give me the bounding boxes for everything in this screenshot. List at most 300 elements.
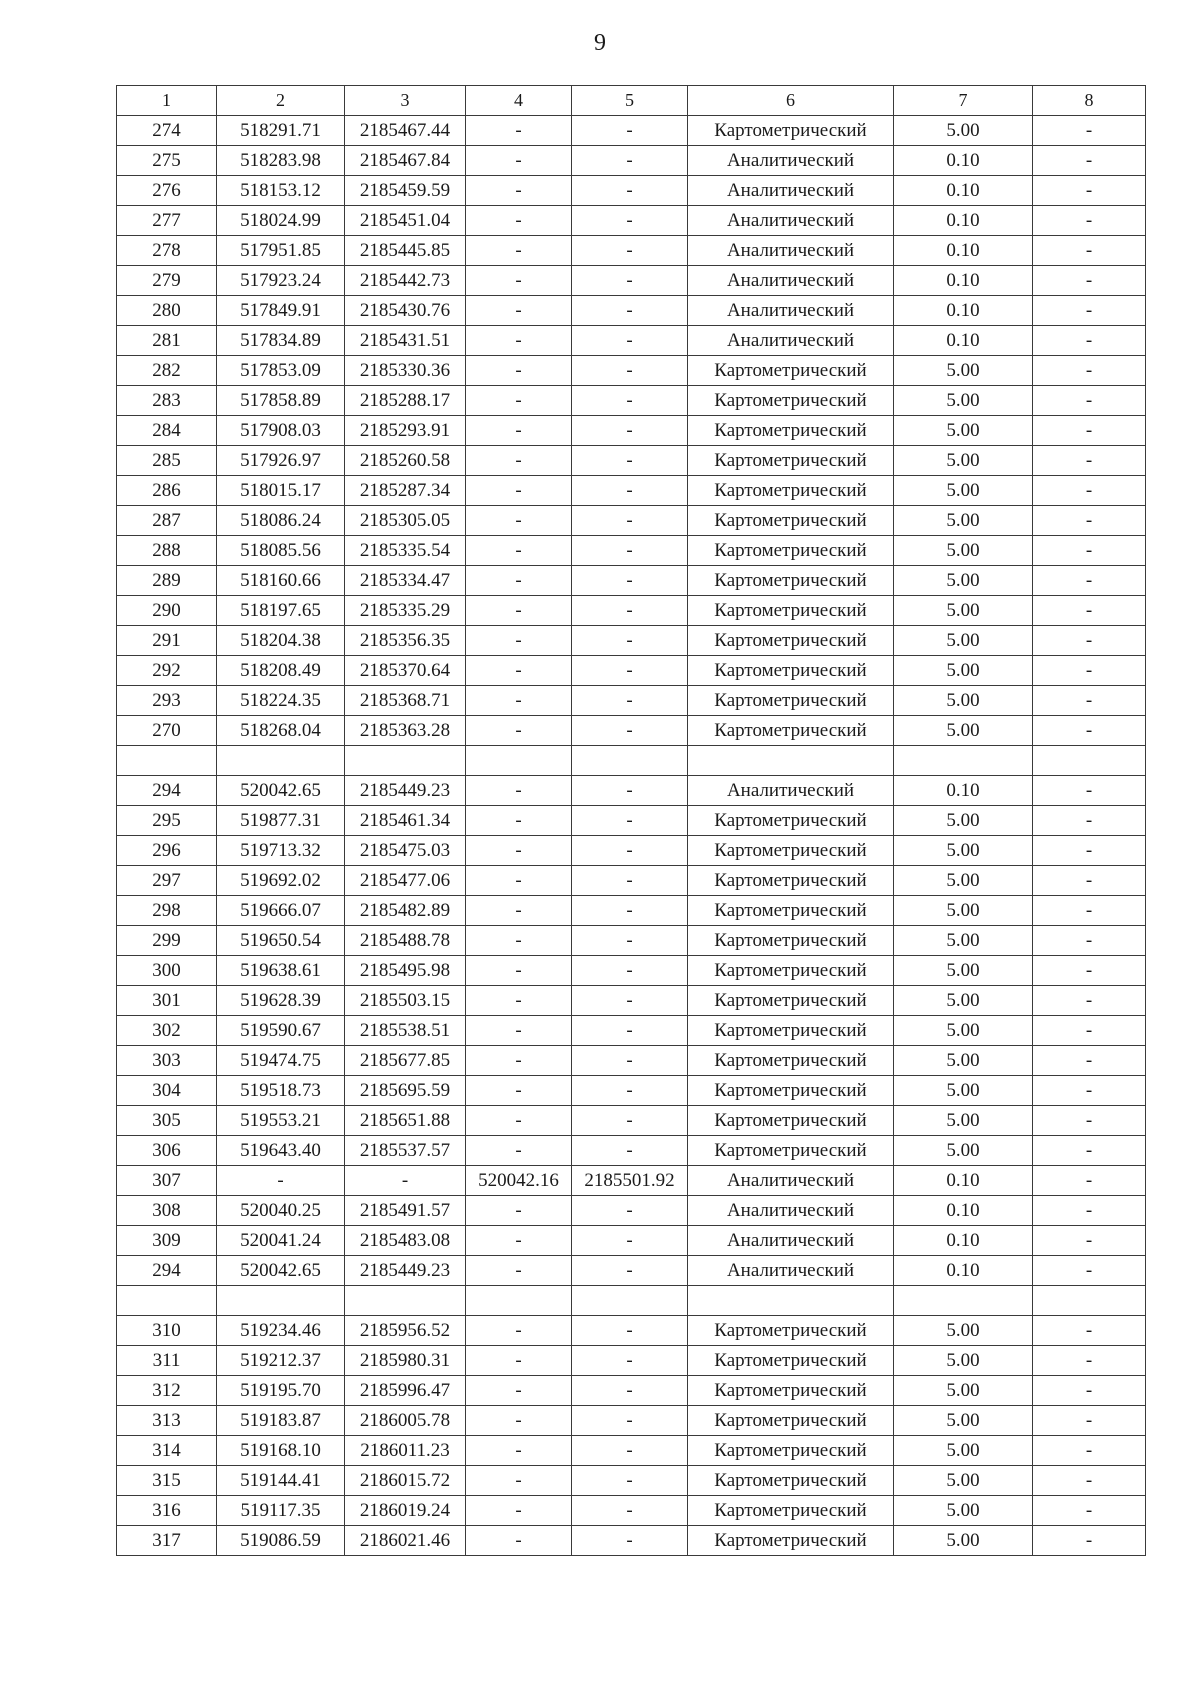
table-cell: - — [466, 1226, 572, 1256]
table-row — [117, 416, 1146, 446]
table-cell: - — [1033, 146, 1146, 176]
table-cell: 2185330.36 — [345, 356, 466, 386]
table-cell: 5.00 — [894, 926, 1033, 956]
table-cell: 292 — [117, 656, 217, 686]
table-cell: 518197.65 — [217, 596, 345, 626]
table-cell: Картометрический — [688, 956, 894, 986]
table-cell: Картометрический — [688, 1106, 894, 1136]
table-cell: - — [466, 1496, 572, 1526]
table-cell: 0.10 — [894, 176, 1033, 206]
table-header-row — [117, 86, 1146, 116]
table-cell: 2186021.46 — [345, 1526, 466, 1556]
table-cell: 297 — [117, 866, 217, 896]
column-number-3: 3 — [345, 86, 466, 116]
table-cell: - — [1033, 326, 1146, 356]
table-cell: Аналитический — [688, 146, 894, 176]
column-number-4: 4 — [466, 86, 572, 116]
table-cell: - — [1033, 296, 1146, 326]
table-cell: 309 — [117, 1226, 217, 1256]
table-cell: Картометрический — [688, 596, 894, 626]
table-cell: 519183.87 — [217, 1406, 345, 1436]
table-cell: - — [466, 896, 572, 926]
table-cell: - — [1033, 1166, 1146, 1196]
table-cell: 313 — [117, 1406, 217, 1436]
table-cell: 315 — [117, 1466, 217, 1496]
table-cell: Картометрический — [688, 686, 894, 716]
table-cell: - — [1033, 656, 1146, 686]
table-cell: 5.00 — [894, 566, 1033, 596]
table-cell — [1033, 1286, 1146, 1316]
table-cell: 2185956.52 — [345, 1316, 466, 1346]
table-cell: 518268.04 — [217, 716, 345, 746]
page-number: 9 — [594, 30, 606, 56]
table-cell: - — [466, 566, 572, 596]
table-cell: 2185430.76 — [345, 296, 466, 326]
table-row — [117, 1256, 1146, 1286]
table-cell: Аналитический — [688, 1226, 894, 1256]
table-cell: 5.00 — [894, 656, 1033, 686]
table-cell: 286 — [117, 476, 217, 506]
table-cell: 2185442.73 — [345, 266, 466, 296]
table-row — [117, 326, 1146, 356]
table-cell: 2185537.57 — [345, 1136, 466, 1166]
table-cell: 519666.07 — [217, 896, 345, 926]
table-cell — [117, 746, 217, 776]
table-cell: - — [1033, 386, 1146, 416]
table-cell: 0.10 — [894, 1256, 1033, 1286]
table-cell: 307 — [117, 1166, 217, 1196]
table-cell: 2185503.15 — [345, 986, 466, 1016]
table-cell: 5.00 — [894, 596, 1033, 626]
table-cell: - — [572, 806, 688, 836]
table-cell — [688, 1286, 894, 1316]
table-cell: - — [572, 836, 688, 866]
table-cell: Аналитический — [688, 326, 894, 356]
table-cell: 519086.59 — [217, 1526, 345, 1556]
blank-separator-row — [117, 746, 1146, 776]
table-cell — [688, 746, 894, 776]
table-cell: 519590.67 — [217, 1016, 345, 1046]
table-cell: 299 — [117, 926, 217, 956]
table-cell: 519713.32 — [217, 836, 345, 866]
table-cell: 2185695.59 — [345, 1076, 466, 1106]
table-cell: - — [1033, 476, 1146, 506]
table-cell: 520040.25 — [217, 1196, 345, 1226]
table-cell: 519234.46 — [217, 1316, 345, 1346]
table-cell: - — [466, 776, 572, 806]
table-cell: - — [1033, 896, 1146, 926]
table-row — [117, 116, 1146, 146]
table-cell: 517908.03 — [217, 416, 345, 446]
table-cell: - — [1033, 1406, 1146, 1436]
table-cell: - — [466, 626, 572, 656]
table-cell: - — [466, 1346, 572, 1376]
table-cell: 280 — [117, 296, 217, 326]
table-row — [117, 686, 1146, 716]
table-cell: - — [572, 1496, 688, 1526]
table-cell: 518283.98 — [217, 146, 345, 176]
table-cell: Картометрический — [688, 1406, 894, 1436]
table-cell: 283 — [117, 386, 217, 416]
table-row — [117, 1106, 1146, 1136]
table-cell: - — [1033, 206, 1146, 236]
table-cell: 2186015.72 — [345, 1466, 466, 1496]
table-cell: - — [466, 236, 572, 266]
table-cell — [345, 746, 466, 776]
table-cell: Картометрический — [688, 1316, 894, 1346]
table-cell: 519474.75 — [217, 1046, 345, 1076]
table-row — [117, 1016, 1146, 1046]
table-cell: 2185461.34 — [345, 806, 466, 836]
table-cell: 520042.16 — [466, 1166, 572, 1196]
table-cell: 314 — [117, 1436, 217, 1466]
table-cell: 5.00 — [894, 356, 1033, 386]
table-cell: 2186011.23 — [345, 1436, 466, 1466]
table-cell: - — [466, 326, 572, 356]
table-cell: - — [466, 1076, 572, 1106]
table-cell: 518291.71 — [217, 116, 345, 146]
table-row — [117, 536, 1146, 566]
table-cell: 0.10 — [894, 1196, 1033, 1226]
table-row — [117, 836, 1146, 866]
table-cell: Аналитический — [688, 236, 894, 266]
table-row — [117, 866, 1146, 896]
table-cell: 2185483.08 — [345, 1226, 466, 1256]
table-cell: - — [1033, 926, 1146, 956]
table-cell: Картометрический — [688, 836, 894, 866]
table-cell: - — [1033, 416, 1146, 446]
table-cell: Картометрический — [688, 536, 894, 566]
table-row — [117, 896, 1146, 926]
table-cell: 519553.21 — [217, 1106, 345, 1136]
table-cell: Картометрический — [688, 1376, 894, 1406]
table-cell — [572, 1286, 688, 1316]
table-cell — [117, 1286, 217, 1316]
table-row — [117, 716, 1146, 746]
table-cell: - — [572, 506, 688, 536]
table-cell: 2185996.47 — [345, 1376, 466, 1406]
table-cell: - — [572, 926, 688, 956]
table-cell: 517926.97 — [217, 446, 345, 476]
table-cell: - — [1033, 446, 1146, 476]
table-cell: Картометрический — [688, 896, 894, 926]
table-row — [117, 1316, 1146, 1346]
table-cell: 519518.73 — [217, 1076, 345, 1106]
table-cell: 518224.35 — [217, 686, 345, 716]
table-cell: 2185288.17 — [345, 386, 466, 416]
table-cell: 2185482.89 — [345, 896, 466, 926]
table-cell: 2185449.23 — [345, 776, 466, 806]
table-cell: 519195.70 — [217, 1376, 345, 1406]
table-cell: 303 — [117, 1046, 217, 1076]
table-cell: - — [217, 1166, 345, 1196]
table-row — [117, 1046, 1146, 1076]
table-row — [117, 1526, 1146, 1556]
table-cell: 301 — [117, 986, 217, 1016]
table-cell: - — [466, 1316, 572, 1346]
table-cell: - — [572, 656, 688, 686]
table-cell: 519692.02 — [217, 866, 345, 896]
table-cell: 277 — [117, 206, 217, 236]
table-cell: - — [1033, 566, 1146, 596]
table-cell: 518153.12 — [217, 176, 345, 206]
table-cell: Картометрический — [688, 806, 894, 836]
table-cell: 291 — [117, 626, 217, 656]
table-cell: - — [1033, 1016, 1146, 1046]
table-cell: 295 — [117, 806, 217, 836]
table-cell: 518204.38 — [217, 626, 345, 656]
table-cell: - — [1033, 806, 1146, 836]
table-cell: - — [466, 386, 572, 416]
table-cell: 293 — [117, 686, 217, 716]
table-cell: - — [572, 1256, 688, 1286]
table-cell: 2185449.23 — [345, 1256, 466, 1286]
table-cell: 2185293.91 — [345, 416, 466, 446]
table-cell: 517923.24 — [217, 266, 345, 296]
table-cell: 2185467.44 — [345, 116, 466, 146]
table-cell: - — [466, 1106, 572, 1136]
table-cell: Картометрический — [688, 1346, 894, 1376]
table-cell: Картометрический — [688, 416, 894, 446]
table-cell: 2185445.85 — [345, 236, 466, 266]
table-row — [117, 1076, 1146, 1106]
table-cell: 2185477.06 — [345, 866, 466, 896]
table-cell: 5.00 — [894, 956, 1033, 986]
table-cell: 519168.10 — [217, 1436, 345, 1466]
table-cell: Аналитический — [688, 776, 894, 806]
table-cell: - — [1033, 1436, 1146, 1466]
table-row — [117, 596, 1146, 626]
table-cell: Аналитический — [688, 176, 894, 206]
table-cell — [1033, 746, 1146, 776]
table-row — [117, 1496, 1146, 1526]
table-cell: 5.00 — [894, 836, 1033, 866]
table-cell: - — [572, 416, 688, 446]
table-cell: - — [572, 626, 688, 656]
table-row — [117, 236, 1146, 266]
table-cell: 5.00 — [894, 1316, 1033, 1346]
table-cell: 0.10 — [894, 146, 1033, 176]
table-cell: - — [572, 536, 688, 566]
table-cell: 282 — [117, 356, 217, 386]
table-cell: 281 — [117, 326, 217, 356]
table-cell: 5.00 — [894, 1376, 1033, 1406]
column-number-5: 5 — [572, 86, 688, 116]
table-cell: - — [1033, 356, 1146, 386]
table-cell: - — [466, 836, 572, 866]
table-cell: - — [466, 1376, 572, 1406]
table-cell: 2185335.29 — [345, 596, 466, 626]
table-cell: 2185495.98 — [345, 956, 466, 986]
table-cell: - — [466, 956, 572, 986]
table-cell: 278 — [117, 236, 217, 266]
table-row — [117, 626, 1146, 656]
table-cell: - — [1033, 236, 1146, 266]
table-cell: 0.10 — [894, 326, 1033, 356]
table-cell: - — [1033, 626, 1146, 656]
table-cell: 5.00 — [894, 1106, 1033, 1136]
table-cell: 5.00 — [894, 1016, 1033, 1046]
table-cell: 519877.31 — [217, 806, 345, 836]
table-cell: - — [466, 986, 572, 1016]
table-cell: 519643.40 — [217, 1136, 345, 1166]
table-row — [117, 1466, 1146, 1496]
table-cell: 5.00 — [894, 476, 1033, 506]
table-cell: - — [572, 596, 688, 626]
table-cell: 2185651.88 — [345, 1106, 466, 1136]
table-cell: Картометрический — [688, 1436, 894, 1466]
table-row — [117, 1226, 1146, 1256]
table-cell: 2185368.71 — [345, 686, 466, 716]
table-cell: 304 — [117, 1076, 217, 1106]
table-cell: Картометрический — [688, 926, 894, 956]
table-row — [117, 806, 1146, 836]
table-cell: 519212.37 — [217, 1346, 345, 1376]
table-cell: - — [466, 116, 572, 146]
table-cell: - — [466, 1016, 572, 1046]
table-cell: Картометрический — [688, 476, 894, 506]
table-cell: - — [466, 536, 572, 566]
table-cell: 2185467.84 — [345, 146, 466, 176]
table-row — [117, 206, 1146, 236]
table-cell: - — [466, 176, 572, 206]
table-cell: Картометрический — [688, 446, 894, 476]
table-cell: 520042.65 — [217, 1256, 345, 1286]
table-cell: - — [572, 236, 688, 266]
table-cell: - — [572, 1466, 688, 1496]
table-cell: 2185488.78 — [345, 926, 466, 956]
table-cell: 289 — [117, 566, 217, 596]
table-cell — [217, 746, 345, 776]
table-cell: 5.00 — [894, 1346, 1033, 1376]
table-cell: - — [345, 1166, 466, 1196]
table-cell: Аналитический — [688, 1256, 894, 1286]
table-cell: 5.00 — [894, 686, 1033, 716]
table-cell — [217, 1286, 345, 1316]
table-cell: 5.00 — [894, 1526, 1033, 1556]
table-cell: - — [466, 806, 572, 836]
table-cell: Картометрический — [688, 626, 894, 656]
table-cell: 275 — [117, 146, 217, 176]
table-cell: 5.00 — [894, 896, 1033, 926]
table-row — [117, 776, 1146, 806]
table-cell: 305 — [117, 1106, 217, 1136]
table-cell: 294 — [117, 776, 217, 806]
table-cell: 2186019.24 — [345, 1496, 466, 1526]
table-cell: - — [466, 266, 572, 296]
table-cell: 5.00 — [894, 386, 1033, 416]
table-row — [117, 1436, 1146, 1466]
table-cell: Картометрический — [688, 506, 894, 536]
table-cell: - — [466, 146, 572, 176]
table-cell: Картометрический — [688, 356, 894, 386]
table-cell: - — [1033, 776, 1146, 806]
table-row — [117, 1166, 1146, 1196]
table-cell: - — [572, 1526, 688, 1556]
column-number-7: 7 — [894, 86, 1033, 116]
table-cell: 5.00 — [894, 1496, 1033, 1526]
table-cell: - — [572, 1316, 688, 1346]
table-cell: 2185677.85 — [345, 1046, 466, 1076]
table-cell — [572, 746, 688, 776]
table-row — [117, 506, 1146, 536]
table-cell: - — [572, 206, 688, 236]
table-cell: 2185431.51 — [345, 326, 466, 356]
table-cell: - — [1033, 1226, 1146, 1256]
table-cell — [894, 1286, 1033, 1316]
table-cell: - — [1033, 1076, 1146, 1106]
table-cell: 519650.54 — [217, 926, 345, 956]
table-cell: - — [572, 1136, 688, 1166]
table-cell: - — [572, 476, 688, 506]
table-cell: 5.00 — [894, 1466, 1033, 1496]
table-cell: - — [1033, 1376, 1146, 1406]
table-cell: 317 — [117, 1526, 217, 1556]
table-cell: 0.10 — [894, 266, 1033, 296]
table-cell: - — [1033, 1046, 1146, 1076]
table-cell: Картометрический — [688, 1466, 894, 1496]
table-cell: - — [572, 146, 688, 176]
table-cell: 2185260.58 — [345, 446, 466, 476]
table-cell: 308 — [117, 1196, 217, 1226]
table-cell: - — [466, 476, 572, 506]
table-cell: 518015.17 — [217, 476, 345, 506]
table-cell: 287 — [117, 506, 217, 536]
table-cell: 5.00 — [894, 1076, 1033, 1106]
table-cell: - — [466, 506, 572, 536]
table-row — [117, 926, 1146, 956]
table-cell — [894, 746, 1033, 776]
table-cell: - — [572, 956, 688, 986]
table-cell: - — [572, 356, 688, 386]
table-row — [117, 386, 1146, 416]
column-number-6: 6 — [688, 86, 894, 116]
table-cell: - — [1033, 1316, 1146, 1346]
table-cell: Картометрический — [688, 1526, 894, 1556]
table-cell: 2185356.35 — [345, 626, 466, 656]
table-cell: 5.00 — [894, 416, 1033, 446]
table-cell — [466, 1286, 572, 1316]
table-cell: 2185475.03 — [345, 836, 466, 866]
table-row — [117, 1196, 1146, 1226]
table-cell: - — [466, 296, 572, 326]
table-cell: 2185459.59 — [345, 176, 466, 206]
table-cell: - — [466, 1256, 572, 1286]
table-cell: Аналитический — [688, 1166, 894, 1196]
blank-separator-row — [117, 1286, 1146, 1316]
table-cell: 5.00 — [894, 446, 1033, 476]
table-cell: 290 — [117, 596, 217, 626]
table-cell: 5.00 — [894, 1406, 1033, 1436]
table-cell: Картометрический — [688, 1136, 894, 1166]
table-cell: 519638.61 — [217, 956, 345, 986]
table-row — [117, 956, 1146, 986]
table-cell: 285 — [117, 446, 217, 476]
table-cell: 0.10 — [894, 236, 1033, 266]
table-cell: 270 — [117, 716, 217, 746]
table-cell: 517834.89 — [217, 326, 345, 356]
table-cell: - — [1033, 1346, 1146, 1376]
table-row — [117, 1406, 1146, 1436]
table-cell: 276 — [117, 176, 217, 206]
table-cell: - — [1033, 266, 1146, 296]
table-cell: - — [1033, 116, 1146, 146]
table-cell: - — [466, 1466, 572, 1496]
table-cell: - — [1033, 686, 1146, 716]
table-cell: 5.00 — [894, 986, 1033, 1016]
table-cell: 2185980.31 — [345, 1346, 466, 1376]
table-cell: - — [466, 1526, 572, 1556]
